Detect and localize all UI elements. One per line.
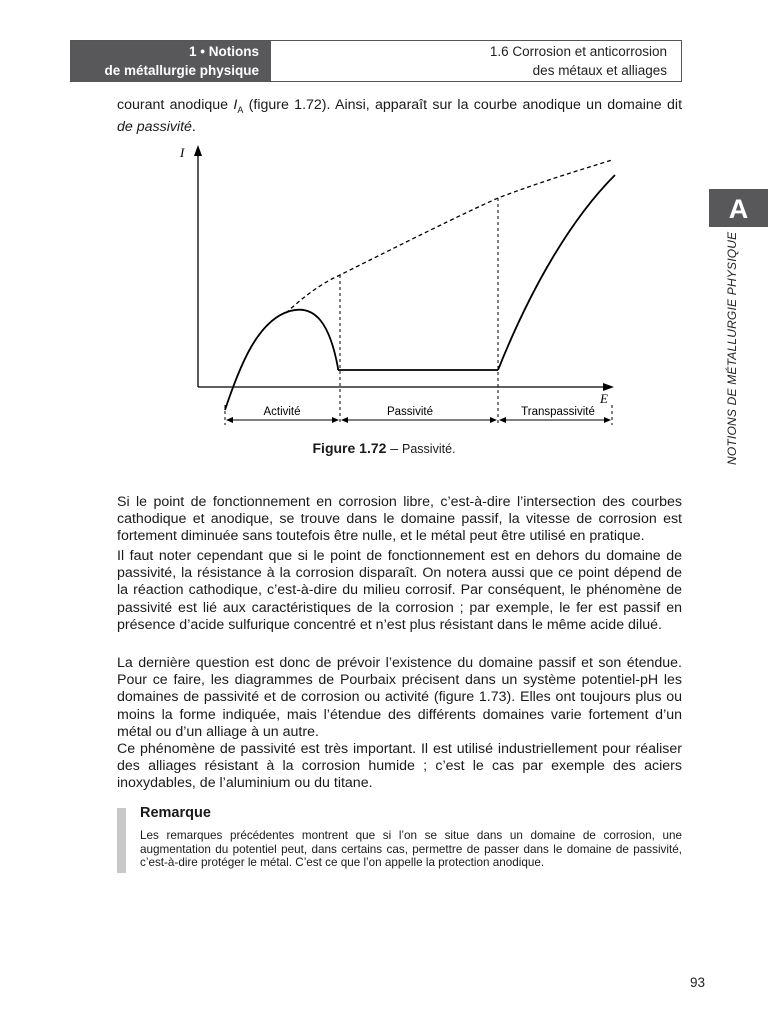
intro-text-2: (figure 1.72). Ainsi, apparaît sur la courbe anodique un domaine dit — [243, 97, 683, 113]
zone-label-passivity: Passivité — [386, 406, 434, 418]
transpassivity-curve — [498, 175, 615, 370]
zone-label-transpassivity: Transpassivité — [521, 406, 595, 418]
body-paragraph-1: Si le point de fonctionnement en corrosion libre, c’est-à-dire l’intersection des courbes cathodique et anodique, se trouve dans le domaine passif, la vitesse de corrosion est fortement diminuée sans toutefois être nulle, et le métal peut être utilisé en pratique. — [117, 494, 682, 545]
remark-text: Les remarques précédentes montrent que si l’on se situe dans un domaine de corrosion, une augmentation du potentiel peut, dans certains cas, permettre de passer dans le domaine de passivité, c’est-à-dire protéger le métal. C’est ce que l’on appelle la protection anodique. — [140, 829, 682, 870]
remark-title: Remarque — [140, 805, 211, 821]
body-paragraph-2: Il faut noter cependant que si le point de fonctionnement est en dehors du domaine de passivité, la résistance à la corrosion disparaît. On notera aussi que ce point dépend de la réaction cathodique, c’est-à-dire du milieu corrosif. Par conséquent, le phénomène de passivité est lié aux caractéristiques de la corrosion ; par exemple, le fer est passif en présence d’acide sulfurique concentré et n’est plus résistant dans le même acide dilué. — [117, 548, 682, 633]
section-title-line1: 1.6 Corrosion et anticorrosion — [489, 44, 667, 59]
dashed-activity-extension — [286, 160, 612, 313]
section-title-line2: des métaux et alliages — [532, 63, 667, 78]
intro-variable: I — [233, 97, 238, 113]
chapter-title-line1: 1 • Notions — [189, 44, 259, 59]
body-paragraph-4: Ce phénomène de passivité est très important. Il est utilisé industriellement pour réaliser des alliages résistant à la corrosion humide ; c’est le cas par exemple des aciers inoxydables, de l’aluminium ou du titane. — [117, 741, 682, 792]
page-number: 93 — [690, 975, 706, 990]
zone-label-activity: Activité — [263, 406, 301, 418]
intro-text-3: . — [191, 119, 196, 136]
caption-dash: – — [386, 440, 402, 456]
remark-bar — [117, 808, 126, 873]
x-axis-label: E — [600, 391, 608, 406]
part-tab: A — [709, 189, 768, 227]
caption-text: Passivité. — [402, 442, 456, 456]
figure-caption — [0, 440, 768, 456]
running-header — [70, 40, 682, 82]
intro-subscript: A — [237, 104, 244, 115]
activity-curve — [225, 310, 338, 410]
intro-text-1: courant anodique — [117, 97, 234, 113]
section-header — [271, 41, 681, 81]
passivity-figure — [0, 140, 768, 440]
intro-italic: de passivité — [117, 119, 192, 136]
part-side-label: NOTIONS DE MÉTALLURGIE PHYSIQUE — [725, 231, 739, 465]
chapter-title-line2: de métallurgie physique — [104, 63, 259, 78]
x-axis-arrow — [603, 383, 614, 391]
body-paragraph-3: La dernière question est donc de prévoir l’existence du domaine passif et son étendue. Pour ce faire, les diagrammes de Pourbaix précisent dans un système potentiel-pH les domaines de passivité et de corrosion ou activité (figure 1.73). Elles ont toujours plus ou moins la forme indiquée, mais l’étendue des différents domaines varie fortement d’un métal ou d’un alliage à un autre. — [117, 655, 682, 740]
caption-number: Figure 1.72 — [312, 440, 387, 456]
chapter-header — [71, 41, 271, 81]
intro-paragraph — [117, 97, 682, 136]
y-axis-label: I — [180, 145, 185, 160]
y-axis-arrow — [194, 145, 202, 156]
